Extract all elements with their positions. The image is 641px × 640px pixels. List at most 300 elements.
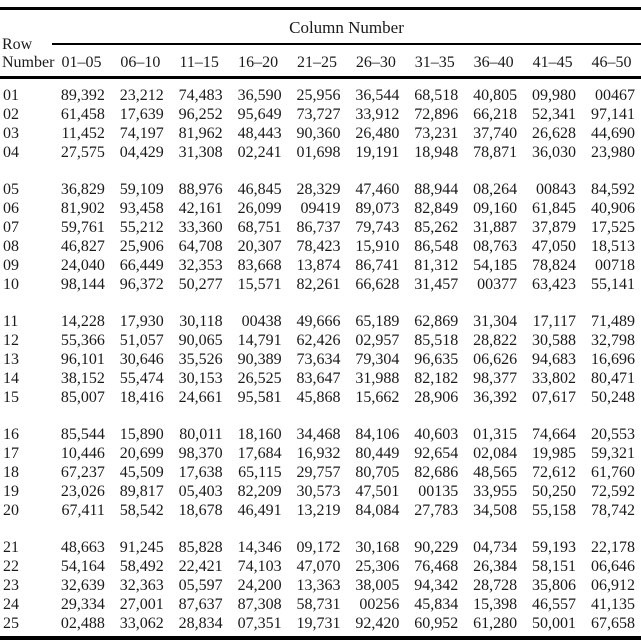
cell-value: 66,628 [355, 276, 400, 293]
cell-value: 67,658 [591, 615, 635, 632]
cell-value: 95,581 [237, 389, 282, 406]
cell-value: 72,612 [532, 464, 577, 481]
cell-value: 26,628 [532, 125, 577, 142]
cell-value: 67,237 [60, 464, 105, 481]
cell-value: 78,871 [473, 144, 518, 161]
cell-value: 79,304 [355, 351, 400, 368]
row-number: 18 [3, 464, 19, 481]
cell-value: 46,827 [60, 238, 105, 255]
cell-value: 61,280 [473, 615, 518, 632]
row-number: 19 [3, 483, 19, 500]
cell-value: 19,985 [532, 445, 577, 462]
cell-value: 20,307 [237, 238, 282, 255]
cell-value: 82,182 [414, 370, 459, 387]
cell-value: 00377 [477, 276, 518, 293]
cell-value: 50,001 [532, 615, 577, 632]
column-number-title: Column Number [52, 10, 641, 44]
cell-value: 14,346 [237, 539, 282, 556]
table-row [0, 576, 641, 595]
cell-value: 45,509 [119, 464, 164, 481]
row-number: 17 [3, 445, 19, 462]
row-number: 02 [3, 106, 19, 123]
cell-value: 32,353 [178, 257, 223, 274]
cell-value: 17,638 [178, 464, 223, 481]
column-header-row [0, 44, 641, 78]
cell-value: 09,172 [296, 539, 341, 556]
cell-value: 40,603 [414, 426, 459, 443]
cell-value: 78,824 [532, 257, 577, 274]
cell-value: 90,229 [414, 539, 459, 556]
cell-value: 04,734 [473, 539, 518, 556]
table-row [0, 275, 641, 294]
cell-value: 34,508 [473, 502, 518, 519]
cell-value: 24,040 [60, 257, 105, 274]
table-row [0, 482, 641, 501]
group-gap-row [0, 407, 641, 425]
cell-value: 01,698 [296, 144, 341, 161]
cell-value: 59,109 [119, 181, 164, 198]
row-number: 06 [3, 200, 19, 217]
cell-value: 27,001 [119, 596, 164, 613]
cell-value: 54,185 [473, 257, 518, 274]
row-number: 25 [3, 615, 19, 632]
cell-value: 86,737 [296, 219, 341, 236]
cell-value: 44,690 [591, 125, 635, 142]
cell-value: 00467 [595, 87, 635, 104]
table-row [0, 501, 641, 520]
cell-value: 30,588 [532, 332, 577, 349]
cell-value: 82,849 [414, 200, 459, 217]
cell-value: 31,988 [355, 370, 400, 387]
cell-value: 91,245 [119, 539, 164, 556]
table-row [0, 143, 641, 162]
cell-value: 50,248 [591, 389, 635, 406]
cell-value: 27,783 [414, 502, 459, 519]
cell-value: 84,592 [591, 181, 635, 198]
random-digits-table [0, 10, 641, 633]
row-number-header [0, 10, 55, 78]
cell-value: 33,802 [532, 370, 577, 387]
cell-value: 40,906 [591, 200, 635, 217]
cell-value: 78,423 [296, 238, 341, 255]
cell-value: 32,639 [60, 577, 105, 594]
cell-value: 55,158 [532, 502, 577, 519]
cell-value: 23,026 [60, 483, 105, 500]
cell-value: 54,164 [60, 558, 105, 575]
cell-value: 63,423 [532, 276, 577, 293]
table-row [0, 538, 641, 557]
cell-value: 15,890 [119, 426, 164, 443]
cell-value: 96,372 [119, 276, 164, 293]
cell-value: 28,329 [296, 181, 341, 198]
column-range-header: 41–45 [523, 44, 582, 78]
table-row [0, 614, 641, 633]
cell-value: 66,449 [119, 257, 164, 274]
cell-value: 46,845 [237, 181, 282, 198]
cell-value: 92,654 [414, 445, 459, 462]
column-range-header: 46–50 [582, 44, 641, 78]
group-gap-row [0, 520, 641, 538]
cell-value: 38,152 [60, 370, 105, 387]
cell-value: 48,663 [60, 539, 105, 556]
cell-value: 16,932 [296, 445, 341, 462]
cell-value: 00843 [536, 181, 577, 198]
cell-value: 85,262 [414, 219, 459, 236]
cell-value: 24,661 [178, 389, 223, 406]
row-number: 23 [3, 577, 19, 594]
cell-value: 28,834 [178, 615, 223, 632]
cell-value: 82,261 [296, 276, 341, 293]
cell-value: 26,384 [473, 558, 518, 575]
cell-value: 02,957 [355, 332, 400, 349]
cell-value: 98,377 [473, 370, 518, 387]
cell-value: 18,513 [591, 238, 635, 255]
cell-value: 35,806 [532, 577, 577, 594]
cell-value: 73,634 [296, 351, 341, 368]
cell-value: 20,699 [119, 445, 164, 462]
cell-value: 31,457 [414, 276, 459, 293]
table-row [0, 350, 641, 369]
cell-value: 55,141 [591, 276, 635, 293]
cell-value: 89,817 [119, 483, 164, 500]
cell-value: 22,178 [591, 539, 635, 556]
cell-value: 82,686 [414, 464, 459, 481]
column-range-header: 11–15 [170, 44, 229, 78]
cell-value: 81,312 [414, 257, 459, 274]
cell-value: 36,829 [60, 181, 105, 198]
cell-value: 88,944 [414, 181, 459, 198]
cell-value: 59,193 [532, 539, 577, 556]
cell-value: 78,742 [591, 502, 635, 519]
group-gap-row [0, 162, 641, 180]
group-gap-row [0, 294, 641, 312]
cell-value: 06,626 [473, 351, 518, 368]
cell-value: 72,592 [591, 483, 635, 500]
row-number: 22 [3, 558, 19, 575]
cell-value: 46,491 [237, 502, 282, 519]
cell-value: 79,743 [355, 219, 400, 236]
cell-value: 58,151 [532, 558, 577, 575]
table-body [0, 78, 641, 634]
table-row [0, 105, 641, 124]
cell-value: 76,468 [414, 558, 459, 575]
cell-value: 64,708 [178, 238, 223, 255]
cell-value: 25,906 [119, 238, 164, 255]
column-range-header: 31–35 [405, 44, 464, 78]
cell-value: 48,565 [473, 464, 518, 481]
cell-value: 09419 [300, 200, 341, 217]
cell-value: 61,760 [591, 464, 635, 481]
row-number: 15 [3, 389, 19, 406]
table-row [0, 78, 641, 106]
cell-value: 15,398 [473, 596, 518, 613]
table-row [0, 180, 641, 199]
cell-value: 68,751 [237, 219, 282, 236]
cell-value: 87,308 [237, 596, 282, 613]
title-row [0, 10, 641, 44]
cell-value: 49,666 [296, 313, 341, 330]
cell-value: 32,363 [119, 577, 164, 594]
row-number: 21 [3, 539, 19, 556]
cell-value: 08,763 [473, 238, 518, 255]
cell-value: 59,321 [591, 445, 635, 462]
cell-value: 72,896 [414, 106, 459, 123]
cell-value: 05,403 [178, 483, 223, 500]
cell-value: 18,160 [237, 426, 282, 443]
cell-value: 18,416 [119, 389, 164, 406]
cell-value: 17,684 [237, 445, 282, 462]
row-label-line2: Number [2, 54, 55, 71]
cell-value: 36,030 [532, 144, 577, 161]
cell-value: 83,647 [296, 370, 341, 387]
cell-value: 84,084 [355, 502, 400, 519]
cell-value: 95,649 [237, 106, 282, 123]
cell-value: 96,252 [178, 106, 223, 123]
cell-value: 23,212 [119, 87, 164, 104]
cell-value: 93,458 [119, 200, 164, 217]
cell-value: 90,065 [178, 332, 223, 349]
table-row [0, 557, 641, 576]
cell-value: 80,705 [355, 464, 400, 481]
cell-value: 37,740 [473, 125, 518, 142]
cell-value: 08,264 [473, 181, 518, 198]
cell-value: 73,231 [414, 125, 459, 142]
table-row [0, 256, 641, 275]
cell-value: 07,351 [237, 615, 282, 632]
row-number: 20 [3, 502, 19, 519]
row-number: 16 [3, 426, 19, 443]
cell-value: 74,197 [119, 125, 164, 142]
cell-value: 74,103 [237, 558, 282, 575]
cell-value: 26,525 [237, 370, 282, 387]
cell-value: 30,118 [179, 313, 223, 330]
cell-value: 47,460 [355, 181, 400, 198]
cell-value: 98,144 [60, 276, 105, 293]
table-head [0, 10, 641, 78]
cell-value: 13,874 [296, 257, 341, 274]
cell-value: 07,617 [532, 389, 577, 406]
row-number: 13 [3, 351, 19, 368]
cell-value: 06,646 [591, 558, 635, 575]
cell-value: 48,443 [237, 125, 282, 142]
cell-value: 17,525 [591, 219, 635, 236]
row-number: 05 [3, 181, 19, 198]
cell-value: 25,306 [355, 558, 400, 575]
cell-value: 31,887 [473, 219, 518, 236]
row-number: 08 [3, 238, 19, 255]
cell-value: 85,007 [60, 389, 105, 406]
cell-value: 00438 [241, 313, 282, 330]
cell-value: 55,366 [60, 332, 105, 349]
cell-value: 55,474 [119, 370, 164, 387]
cell-value: 41,135 [591, 596, 635, 613]
cell-value: 16,696 [591, 351, 635, 368]
cell-value: 19,731 [296, 615, 341, 632]
cell-value: 58,731 [296, 596, 341, 613]
cell-value: 06,912 [591, 577, 635, 594]
cell-value: 02,488 [60, 615, 105, 632]
cell-value: 73,727 [296, 106, 341, 123]
cell-value: 09,980 [532, 87, 577, 104]
row-number: 01 [3, 87, 19, 104]
row-number: 09 [3, 257, 19, 274]
cell-value: 15,571 [237, 276, 282, 293]
cell-value: 40,805 [473, 87, 518, 104]
column-range-header: 21–25 [288, 44, 347, 78]
cell-value: 89,073 [355, 200, 400, 217]
cell-value: 81,902 [60, 200, 105, 217]
cell-value: 96,635 [414, 351, 459, 368]
cell-value: 59,761 [60, 219, 105, 236]
cell-value: 15,662 [355, 389, 400, 406]
cell-value: 17,930 [119, 313, 164, 330]
cell-value: 55,212 [119, 219, 164, 236]
cell-value: 85,544 [60, 426, 105, 443]
cell-value: 04,429 [119, 144, 164, 161]
cell-value: 15,910 [355, 238, 400, 255]
cell-value: 46,557 [532, 596, 577, 613]
cell-value: 38,005 [355, 577, 400, 594]
cell-value: 02,084 [473, 445, 518, 462]
cell-value: 62,869 [414, 313, 459, 330]
cell-value: 18,948 [414, 144, 459, 161]
cell-value: 00135 [418, 483, 459, 500]
cell-value: 86,741 [355, 257, 400, 274]
cell-value: 37,879 [532, 219, 577, 236]
cell-value: 45,868 [296, 389, 341, 406]
row-number: 11 [3, 313, 19, 330]
cell-value: 01,315 [473, 426, 518, 443]
row-number: 07 [3, 219, 19, 236]
cell-value: 32,798 [591, 332, 635, 349]
table-row [0, 237, 641, 256]
row-number: 03 [3, 125, 19, 142]
cell-value: 71,489 [591, 313, 635, 330]
cell-value: 60,952 [414, 615, 459, 632]
cell-value: 47,070 [296, 558, 341, 575]
cell-value: 98,370 [178, 445, 223, 462]
cell-value: 22,421 [178, 558, 223, 575]
cell-value: 84,106 [355, 426, 400, 443]
column-range-header: 26–30 [346, 44, 405, 78]
cell-value: 17,117 [532, 313, 577, 330]
cell-value: 20,553 [591, 426, 635, 443]
column-range-header: 36–40 [464, 44, 523, 78]
cell-value: 11,452 [61, 125, 105, 142]
column-range-header: 06–10 [111, 44, 170, 78]
cell-value: 74,483 [178, 87, 223, 104]
cell-value: 83,668 [237, 257, 282, 274]
cell-value: 33,912 [355, 106, 400, 123]
cell-value: 31,308 [178, 144, 223, 161]
cell-value: 96,101 [60, 351, 105, 368]
cell-value: 30,153 [178, 370, 223, 387]
cell-value: 61,845 [532, 200, 577, 217]
cell-value: 90,360 [296, 125, 341, 142]
cell-value: 33,360 [178, 219, 223, 236]
cell-value: 94,683 [532, 351, 577, 368]
cell-value: 31,304 [473, 313, 518, 330]
cell-value: 24,200 [237, 577, 282, 594]
cell-value: 27,575 [60, 144, 105, 161]
row-number: 12 [3, 332, 19, 349]
cell-value: 50,250 [532, 483, 577, 500]
cell-value: 94,342 [414, 577, 459, 594]
cell-value: 85,518 [414, 332, 459, 349]
cell-value: 65,115 [238, 464, 282, 481]
cell-value: 89,392 [60, 87, 105, 104]
cell-value: 25,956 [296, 87, 341, 104]
cell-value: 36,590 [237, 87, 282, 104]
cell-value: 33,062 [119, 615, 164, 632]
cell-value: 82,209 [237, 483, 282, 500]
table-row [0, 369, 641, 388]
cell-value: 68,518 [414, 87, 459, 104]
cell-value: 14,228 [60, 313, 105, 330]
cell-value: 62,426 [296, 332, 341, 349]
cell-value: 17,639 [119, 106, 164, 123]
cell-value: 00718 [595, 257, 635, 274]
cell-value: 30,573 [296, 483, 341, 500]
cell-value: 81,962 [178, 125, 223, 142]
row-number: 24 [3, 596, 19, 613]
cell-value: 42,161 [178, 200, 223, 217]
table-row [0, 595, 641, 614]
cell-value: 28,822 [473, 332, 518, 349]
cell-value: 80,471 [591, 370, 635, 387]
cell-value: 30,168 [355, 539, 400, 556]
cell-value: 10,446 [60, 445, 105, 462]
cell-value: 13,219 [296, 502, 341, 519]
cell-value: 00256 [359, 596, 400, 613]
cell-value: 36,544 [355, 87, 400, 104]
cell-value: 05,597 [178, 577, 223, 594]
cell-value: 28,728 [473, 577, 518, 594]
cell-value: 58,492 [119, 558, 164, 575]
cell-value: 02,241 [237, 144, 282, 161]
table-row [0, 199, 641, 218]
cell-value: 85,828 [178, 539, 223, 556]
cell-value: 65,189 [355, 313, 400, 330]
cell-value: 80,011 [179, 426, 223, 443]
cell-value: 36,392 [473, 389, 518, 406]
cell-value: 33,955 [473, 483, 518, 500]
row-number: 04 [3, 144, 19, 161]
cell-value: 52,341 [532, 106, 577, 123]
cell-value: 23,980 [591, 144, 635, 161]
cell-value: 50,277 [178, 276, 223, 293]
cell-value: 13,363 [296, 577, 341, 594]
cell-value: 29,757 [296, 464, 341, 481]
table-row [0, 124, 641, 143]
column-range-header: 16–20 [229, 44, 288, 78]
cell-value: 74,664 [532, 426, 577, 443]
cell-value: 28,906 [414, 389, 459, 406]
cell-value: 66,218 [473, 106, 518, 123]
cell-value: 86,548 [414, 238, 459, 255]
cell-value: 34,468 [296, 426, 341, 443]
row-number: 14 [3, 370, 19, 387]
cell-value: 35,526 [178, 351, 223, 368]
row-label-line1: Row [2, 36, 33, 53]
cell-value: 29,334 [60, 596, 105, 613]
cell-value: 14,791 [237, 332, 282, 349]
cell-value: 90,389 [237, 351, 282, 368]
cell-value: 61,458 [60, 106, 105, 123]
column-range-header: 01–05 [52, 44, 111, 78]
cell-value: 09,160 [473, 200, 518, 217]
row-number: 10 [3, 276, 19, 293]
